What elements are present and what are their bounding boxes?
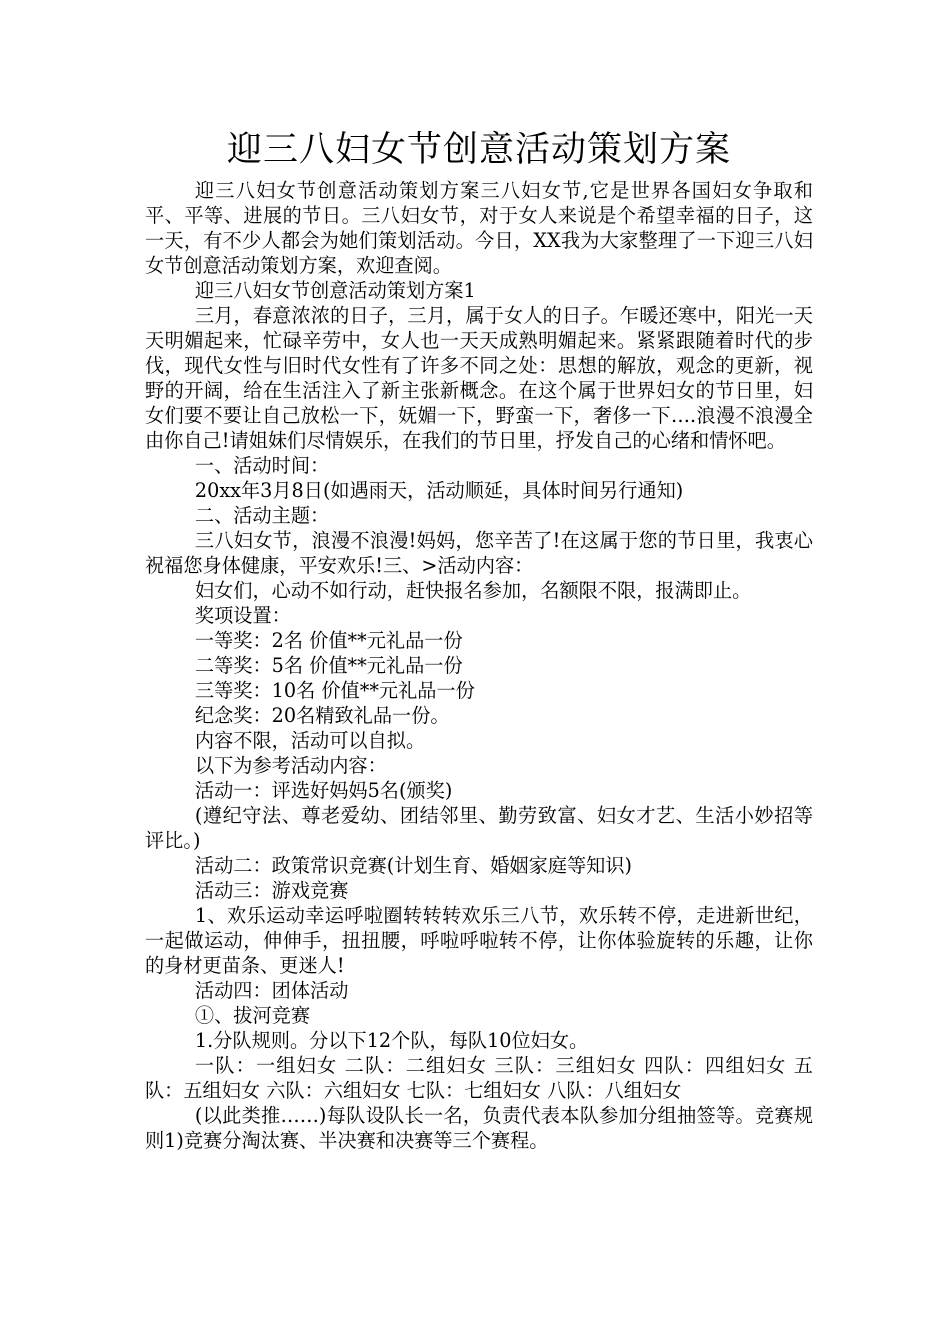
paragraph-award-first: 一等奖：2名 价值**元礼品一份	[194, 629, 463, 652]
paragraph-competition-rules: (以此类推……)每队设队长一名，负责代表本队参加分组抽签等。竞赛规则1)竞赛分淘汰赛、半决赛和决赛等三个赛程。	[145, 1104, 813, 1152]
paragraph-activity-one: 活动一：评选好妈妈5名(颁奖)	[194, 779, 453, 802]
paragraph-activity-one-detail: (遵纪守法、尊老爱幼、团结邻里、勤劳致富、妇女才艺、生活小妙招等评比。)	[145, 804, 813, 852]
paragraph-content-free: 内容不限，活动可以自拟。	[194, 729, 426, 752]
paragraph-time: 20xx年3月8日(如遇雨天，活动顺延，具体时间另行通知)	[194, 479, 684, 502]
paragraph-award-memorial: 纪念奖：20名精致礼品一份。	[194, 704, 450, 727]
document-body	[145, 178, 813, 1153]
paragraph-team-list: 一队：一组妇女 二队：二组妇女 三队：三组妇女 四队：四组妇女 五队：五组妇女 六队：六组妇女 七队：七组妇女 八队：八组妇女	[145, 1054, 813, 1102]
paragraph-signup: 妇女们，心动不如行动，赶快报名参加，名额限不限，报满即止。	[194, 579, 752, 602]
paragraph-award-third: 三等奖：10名 价值**元礼品一份	[194, 679, 475, 702]
paragraph-intro: 迎三八妇女节创意活动策划方案三八妇女节,它是世界各国妇女争取和平、平等、进展的节日。三八妇女节，对于女人来说是个希望幸福的日子，这一天，有不少人都会为她们策划活动。今日，XX我为大家整理了一下迎三八妇女节创意活动策划方案，欢迎查阅。	[145, 179, 813, 277]
paragraph-reference-heading: 以下为参考活动内容：	[194, 754, 387, 777]
document-title: 迎三八妇女节创意活动策划方案	[226, 130, 731, 170]
paragraph-award-second: 二等奖：5名 价值**元礼品一份	[194, 654, 463, 677]
paragraph-team-rules: 1.分队规则。分以下12个队，每队10位妇女。	[194, 1029, 589, 1052]
paragraph-march: 三月，春意浓浓的日子，三月，属于女人的日子。乍暖还寒中，阳光一天天明媚起来，忙碌辛劳中，女人也一天天成熟明媚起来。紧紧跟随着时代的步伐，现代女性与旧时代女性有了许多不同之处：思想的解放，观念的更新，视野的开阔，给在生活注入了新主张新概念。在这个属于世界妇女的节日里，妇女们要不要让自己放松一下，妩媚一下，野蛮一下，奢侈一下….浪漫不浪漫全由你自己!请姐妹们尽情娱乐，在我们的节日里，抒发自己的心绪和情怀吧。	[145, 304, 813, 452]
section-heading-theme: 二、活动主题：	[194, 504, 330, 527]
paragraph-activity-four: 活动四：团体活动	[194, 979, 349, 1002]
section-heading-time: 一、活动时间：	[194, 454, 330, 477]
paragraph-plan-heading: 迎三八妇女节创意活动策划方案1	[194, 279, 476, 302]
paragraph-activity-three-detail: 1、欢乐运动幸运呼啦圈转转转欢乐三八节，欢乐转不停，走进新世纪，一起做运动，伸伸手，扭扭腰，呼啦呼啦转不停，让你体验旋转的乐趣，让你的身材更苗条、更迷人!	[145, 904, 813, 977]
paragraph-awards-heading: 奖项设置：	[194, 604, 291, 627]
paragraph-activity-two: 活动二：政策常识竞赛(计划生育、婚姻家庭等知识)	[194, 854, 633, 877]
paragraph-activity-three: 活动三：游戏竞赛	[194, 879, 349, 902]
paragraph-theme: 三八妇女节，浪漫不浪漫!妈妈，您辛苦了!在这属于您的节日里，我衷心祝福您身体健康，平安欢乐!三、>活动内容：	[145, 529, 813, 577]
paragraph-tug-of-war: ①、拔河竞赛	[194, 1004, 311, 1027]
document-page	[145, 128, 813, 1153]
